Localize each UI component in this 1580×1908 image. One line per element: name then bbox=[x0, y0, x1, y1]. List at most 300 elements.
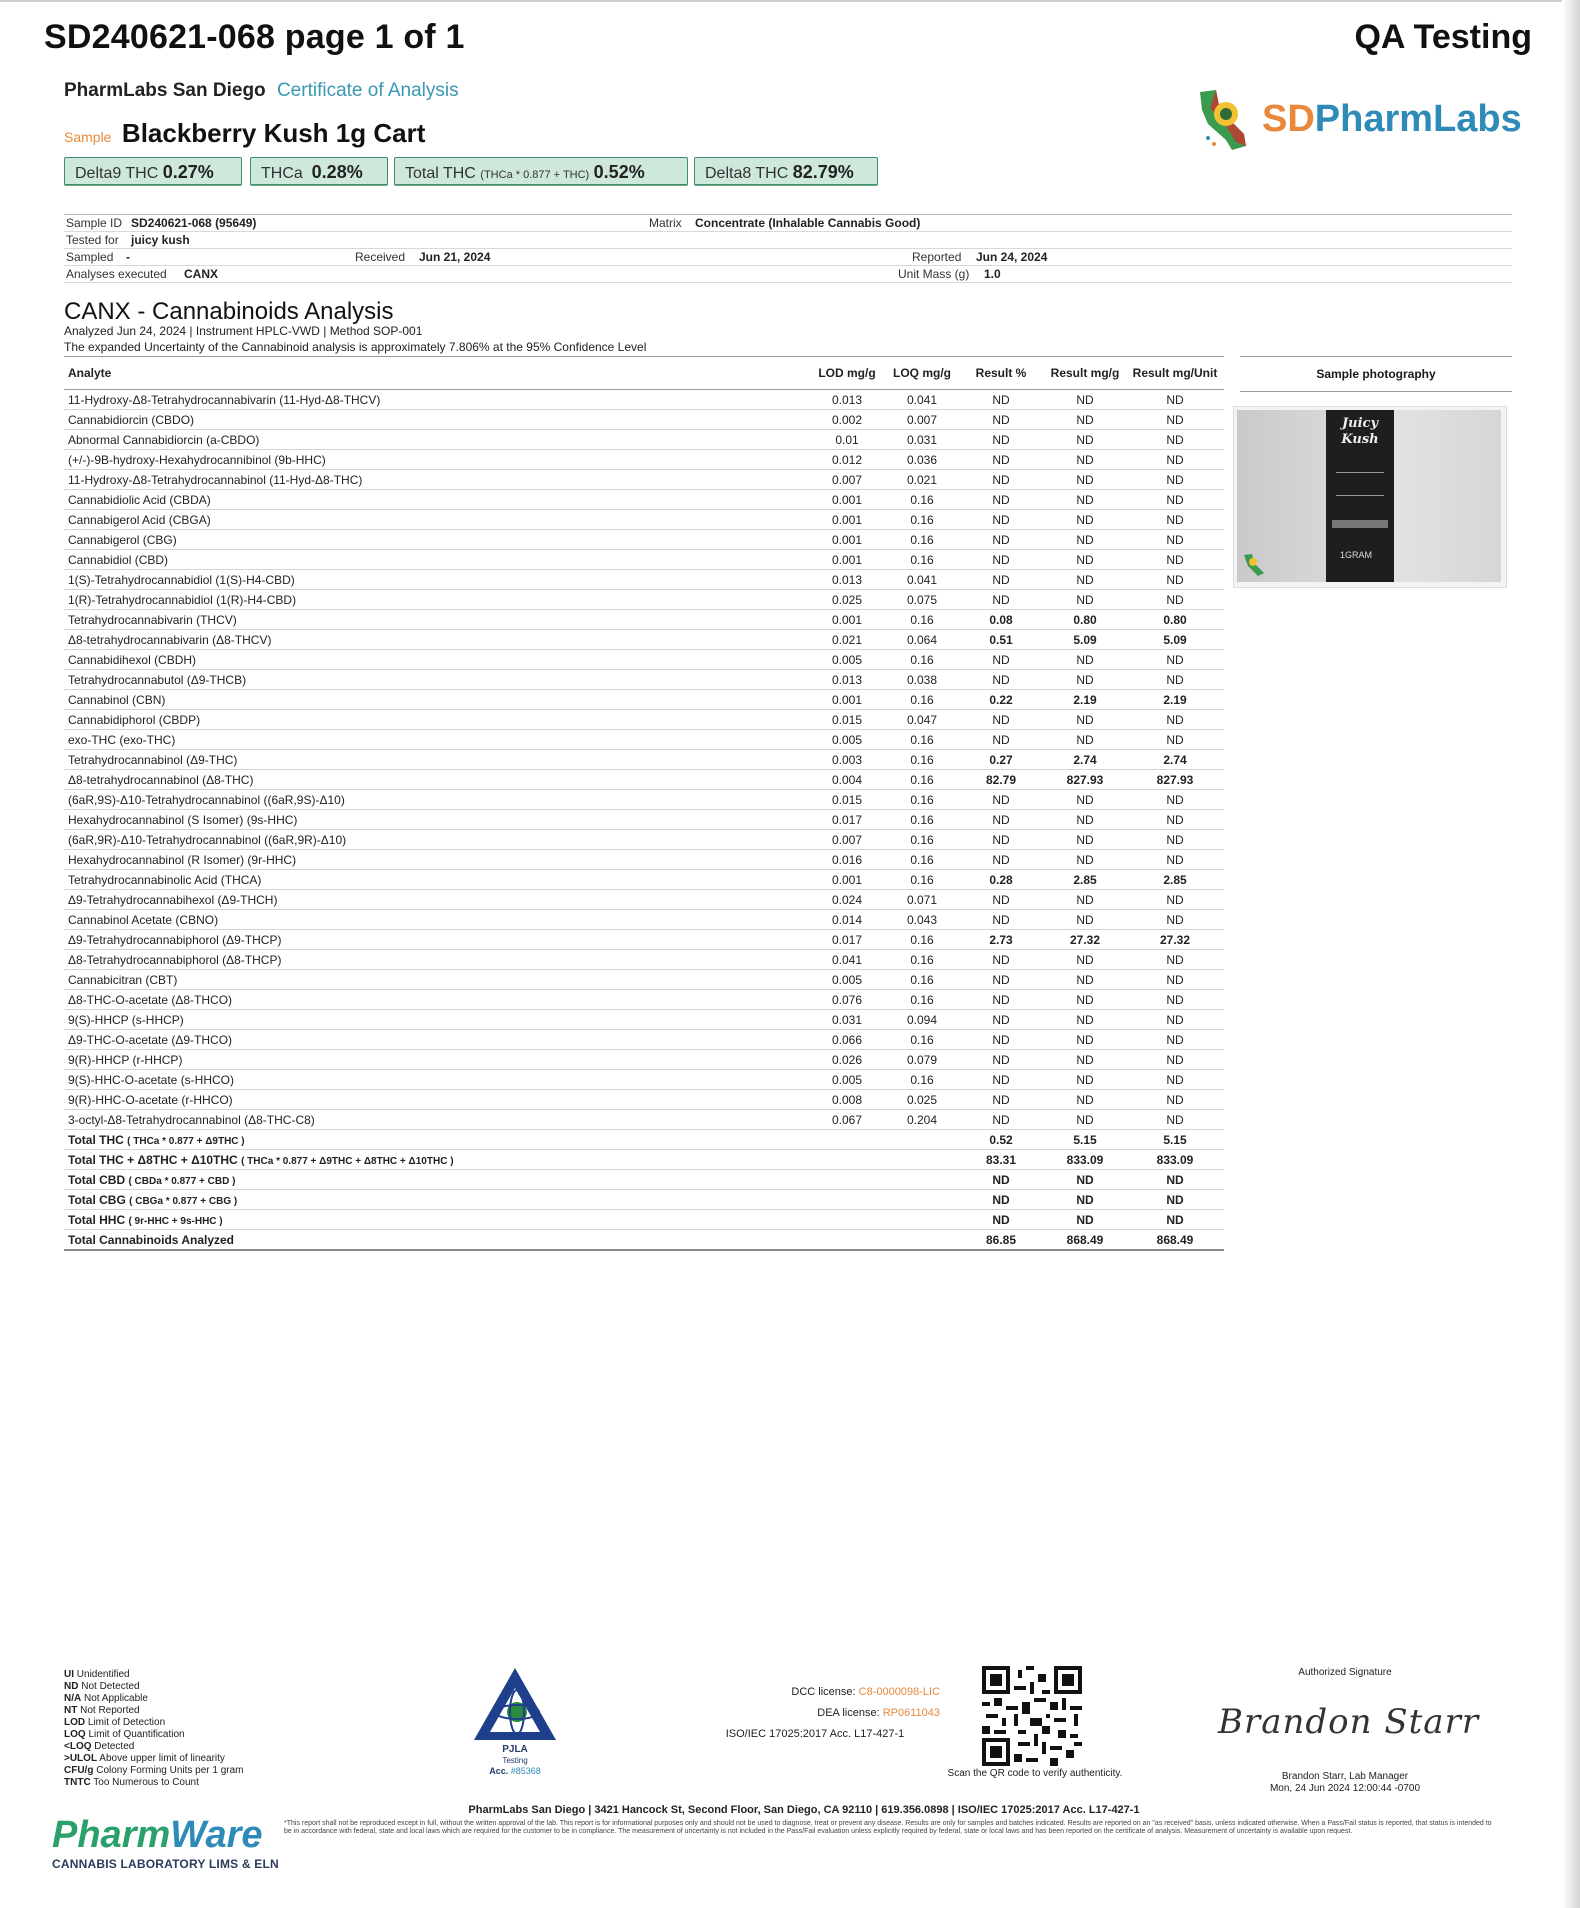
lod-cell: 0.025 bbox=[808, 590, 886, 610]
matrix-value: Concentrate (Inhalable Cannabis Good) bbox=[695, 216, 921, 230]
unit-mass-label: Unit Mass (g) bbox=[898, 267, 970, 281]
analyte-cell: Δ8-Tetrahydrocannabiphorol (Δ8-THCP) bbox=[64, 950, 808, 970]
dea-label: DEA license: bbox=[817, 1707, 880, 1719]
col-analyte: Analyte bbox=[64, 357, 808, 390]
dcc-label: DCC license: bbox=[791, 1686, 856, 1698]
result-mgunit-cell: 0.80 bbox=[1126, 610, 1224, 630]
total-label: Total CBG bbox=[68, 1192, 126, 1207]
sample-metadata bbox=[64, 214, 1512, 283]
analyte-cell: 11-Hydroxy-Δ8-Tetrahydrocannabinol (11-Hyd-Δ8-THC) bbox=[64, 470, 808, 490]
result-percent-cell: ND bbox=[958, 570, 1044, 590]
result-percent-cell: ND bbox=[958, 430, 1044, 450]
total-label-cell bbox=[64, 1230, 958, 1251]
lod-cell: 0.007 bbox=[808, 470, 886, 490]
legend-abbr: ND bbox=[64, 1681, 79, 1692]
analyses-value: CANX bbox=[184, 267, 219, 281]
legend-item bbox=[64, 1669, 244, 1681]
analyte-cell: Cannabidiolic Acid (CBDA) bbox=[64, 490, 808, 510]
total-label-cell bbox=[64, 1170, 958, 1190]
table-row bbox=[64, 670, 1224, 690]
result-percent-cell: ND bbox=[958, 1070, 1044, 1090]
result-mgunit-cell: 868.49 bbox=[1126, 1230, 1224, 1251]
result-percent-cell: 0.52 bbox=[958, 1130, 1044, 1150]
lod-cell: 0.012 bbox=[808, 450, 886, 470]
result-mgg-cell: 5.15 bbox=[1044, 1130, 1126, 1150]
total-label: Total CBD bbox=[68, 1172, 126, 1187]
result-mgunit-cell: 827.93 bbox=[1126, 770, 1224, 790]
result-mgg-cell: ND bbox=[1044, 1090, 1126, 1110]
analyte-cell: 1(R)-Tetrahydrocannabidiol (1(R)-H4-CBD) bbox=[64, 590, 808, 610]
total-label-cell bbox=[64, 1130, 958, 1150]
result-percent-cell: ND bbox=[958, 990, 1044, 1010]
result-mgunit-cell: ND bbox=[1126, 650, 1224, 670]
pjla-testing: Testing bbox=[502, 1756, 528, 1765]
table-header-row bbox=[64, 357, 1224, 390]
sample-id-value: SD240621-068 (95649) bbox=[131, 216, 257, 230]
result-mgunit-cell: ND bbox=[1126, 1090, 1224, 1110]
result-mgg-cell: ND bbox=[1044, 430, 1126, 450]
result-mgg-cell: ND bbox=[1044, 530, 1126, 550]
result-percent-cell: ND bbox=[958, 1030, 1044, 1050]
loq-cell: 0.204 bbox=[886, 1110, 958, 1130]
legend-item bbox=[64, 1693, 244, 1705]
result-percent-cell: ND bbox=[958, 910, 1044, 930]
result-mgunit-cell: 5.09 bbox=[1126, 630, 1224, 650]
result-mgunit-cell: ND bbox=[1126, 570, 1224, 590]
loq-cell: 0.025 bbox=[886, 1090, 958, 1110]
result-mgunit-cell: ND bbox=[1126, 850, 1224, 870]
lod-cell: 0.021 bbox=[808, 630, 886, 650]
result-mgg-cell: 868.49 bbox=[1044, 1230, 1126, 1251]
total-label-cell bbox=[64, 1190, 958, 1210]
loq-cell: 0.16 bbox=[886, 690, 958, 710]
iso-accreditation: ISO/IEC 17025:2017 Acc. L17-427-1 bbox=[725, 1728, 905, 1740]
result-percent-cell: ND bbox=[958, 470, 1044, 490]
result-mgunit-cell: 833.09 bbox=[1126, 1150, 1224, 1170]
lab-address: PharmLabs San Diego | 3421 Hancock St, Second Floor, San Diego, CA 92110 | 619.356.0898 | ISO/IEC 17025:2017 Acc. L17-427-1 bbox=[468, 1804, 1140, 1816]
loq-cell: 0.021 bbox=[886, 470, 958, 490]
loq-cell: 0.036 bbox=[886, 450, 958, 470]
result-mgunit-cell: ND bbox=[1126, 390, 1224, 410]
legend-item bbox=[64, 1753, 244, 1765]
lab-heading bbox=[64, 80, 459, 102]
qa-testing-title: QA Testing bbox=[1354, 18, 1532, 56]
loq-cell: 0.16 bbox=[886, 810, 958, 830]
signer-name: Brandon Starr, Lab Manager bbox=[1281, 1771, 1409, 1782]
pill-value: 0.28% bbox=[311, 162, 363, 182]
result-mgunit-cell: ND bbox=[1126, 910, 1224, 930]
reported-label: Reported bbox=[912, 250, 962, 264]
col-result-percent: Result % bbox=[958, 357, 1044, 390]
col-result-mgg: Result mg/g bbox=[1044, 357, 1126, 390]
analyte-cell: exo-THC (exo-THC) bbox=[64, 730, 808, 750]
result-mgg-cell: ND bbox=[1044, 390, 1126, 410]
total-row bbox=[64, 1210, 1224, 1230]
lod-cell: 0.007 bbox=[808, 830, 886, 850]
analyte-cell: Cannabinol Acetate (CBNO) bbox=[64, 910, 808, 930]
pharmware-tagline: CANNABIS LABORATORY LIMS & ELN bbox=[52, 1857, 279, 1871]
result-percent-cell: ND bbox=[958, 670, 1044, 690]
legend-meaning: Detected bbox=[94, 1741, 135, 1752]
loq-cell: 0.16 bbox=[886, 610, 958, 630]
lod-cell: 0.066 bbox=[808, 1030, 886, 1050]
result-mgunit-cell: ND bbox=[1126, 790, 1224, 810]
loq-cell: 0.043 bbox=[886, 910, 958, 930]
legend-meaning: Colony Forming Units per 1 gram bbox=[96, 1765, 244, 1776]
legend-abbr: NT bbox=[64, 1705, 78, 1716]
total-label: Total HHC bbox=[68, 1212, 126, 1227]
page-top-border bbox=[0, 0, 1580, 2]
result-mgg-cell: ND bbox=[1044, 670, 1126, 690]
result-mgg-cell: 827.93 bbox=[1044, 770, 1126, 790]
analyte-cell: Abnormal Cannabidiorcin (a-CBDO) bbox=[64, 430, 808, 450]
total-label: Total THC bbox=[68, 1132, 124, 1147]
result-mgunit-cell: ND bbox=[1126, 1070, 1224, 1090]
result-percent-cell: 2.73 bbox=[958, 930, 1044, 950]
lod-cell: 0.005 bbox=[808, 1070, 886, 1090]
lod-cell: 0.001 bbox=[808, 510, 886, 530]
lod-cell: 0.002 bbox=[808, 410, 886, 430]
result-percent-cell: ND bbox=[958, 970, 1044, 990]
signed-date: Mon, 24 Jun 2024 12:00:44 -0700 bbox=[1269, 1783, 1421, 1794]
result-percent-cell: ND bbox=[958, 790, 1044, 810]
analyte-cell: Δ9-Tetrahydrocannabiphorol (Δ9-THCP) bbox=[64, 930, 808, 950]
total-formula: ( CBDa * 0.877 + CBD ) bbox=[128, 1175, 236, 1187]
legend-item bbox=[64, 1717, 244, 1729]
table-row bbox=[64, 590, 1224, 610]
result-mgunit-cell: 27.32 bbox=[1126, 930, 1224, 950]
pill-label: Total THC bbox=[405, 165, 476, 182]
result-mgunit-cell: ND bbox=[1126, 430, 1224, 450]
result-percent-cell: ND bbox=[958, 1210, 1044, 1230]
unit-mass-value: 1.0 bbox=[984, 267, 1001, 281]
loq-cell: 0.16 bbox=[886, 730, 958, 750]
loq-cell: 0.047 bbox=[886, 710, 958, 730]
table-row bbox=[64, 710, 1224, 730]
pill-thca bbox=[250, 157, 388, 185]
legend-item bbox=[64, 1681, 244, 1693]
result-mgg-cell: ND bbox=[1044, 510, 1126, 530]
lod-cell: 0.004 bbox=[808, 770, 886, 790]
matrix-label: Matrix bbox=[649, 216, 682, 230]
sample-tag: Sample bbox=[64, 129, 112, 145]
pill-delta9-thc bbox=[64, 157, 242, 185]
loq-cell: 0.16 bbox=[886, 770, 958, 790]
result-percent-cell: ND bbox=[958, 1050, 1044, 1070]
loq-cell: 0.16 bbox=[886, 750, 958, 770]
page-right-edge bbox=[1562, 0, 1580, 1908]
result-percent-cell: 86.85 bbox=[958, 1230, 1044, 1251]
pill-total-thc bbox=[394, 157, 688, 185]
result-mgg-cell: ND bbox=[1044, 1170, 1126, 1190]
analyte-cell: 9(R)-HHC-O-acetate (r-HHCO) bbox=[64, 1090, 808, 1110]
result-mgg-cell: ND bbox=[1044, 1190, 1126, 1210]
sdpharmlabs-logo bbox=[1186, 80, 1522, 160]
tested-for-label: Tested for bbox=[66, 233, 119, 247]
table-row bbox=[64, 910, 1224, 930]
table-body bbox=[64, 390, 1224, 1251]
lod-cell: 0.001 bbox=[808, 610, 886, 630]
lod-cell: 0.017 bbox=[808, 810, 886, 830]
table-row bbox=[64, 570, 1224, 590]
analyses-label: Analyses executed bbox=[66, 267, 167, 281]
analyte-cell: 11-Hydroxy-Δ8-Tetrahydrocannabivarin (11-Hyd-Δ8-THCV) bbox=[64, 390, 808, 410]
table-row bbox=[64, 830, 1224, 850]
lod-cell: 0.015 bbox=[808, 790, 886, 810]
sample-id-label: Sample ID bbox=[66, 216, 123, 230]
result-mgg-cell: ND bbox=[1044, 810, 1126, 830]
table-row bbox=[64, 1010, 1224, 1030]
pill-label: Delta9 THC bbox=[75, 165, 159, 182]
analyte-cell: (+/-)-9B-hydroxy-Hexahydrocannibinol (9b-HHC) bbox=[64, 450, 808, 470]
result-mgunit-cell: ND bbox=[1126, 970, 1224, 990]
table-row bbox=[64, 610, 1224, 630]
lab-name: PharmLabs San Diego bbox=[64, 80, 266, 101]
result-mgunit-cell: ND bbox=[1126, 710, 1224, 730]
total-row bbox=[64, 1190, 1224, 1210]
analyte-cell: Tetrahydrocannabutol (Δ9-THCB) bbox=[64, 670, 808, 690]
col-lod: LOD mg/g bbox=[808, 357, 886, 390]
lod-cell: 0.001 bbox=[808, 550, 886, 570]
analyte-cell: 3-octyl-Δ8-Tetrahydrocannabinol (Δ8-THC-C8) bbox=[64, 1110, 808, 1130]
loq-cell: 0.041 bbox=[886, 390, 958, 410]
result-mgg-cell: ND bbox=[1044, 470, 1126, 490]
loq-cell: 0.094 bbox=[886, 1010, 958, 1030]
authorized-signature-label: Authorized Signature bbox=[1298, 1667, 1392, 1678]
result-percent-cell: 0.08 bbox=[958, 610, 1044, 630]
result-mgunit-cell: ND bbox=[1126, 450, 1224, 470]
table-row bbox=[64, 530, 1224, 550]
analyte-cell: (6aR,9S)-Δ10-Tetrahydrocannabinol ((6aR,9S)-Δ10) bbox=[64, 790, 808, 810]
loq-cell: 0.007 bbox=[886, 410, 958, 430]
result-percent-cell: ND bbox=[958, 730, 1044, 750]
package-brand-text: Juicy Kush bbox=[1341, 416, 1379, 447]
table-row bbox=[64, 630, 1224, 650]
pill-value: 0.52% bbox=[593, 162, 645, 182]
table-row bbox=[64, 390, 1224, 410]
legend-abbr: CFU/g bbox=[64, 1765, 94, 1776]
result-percent-cell: 0.51 bbox=[958, 630, 1044, 650]
result-mgunit-cell: ND bbox=[1126, 530, 1224, 550]
analysis-instrument-line: Analyzed Jun 24, 2024 | Instrument HPLC-VWD | Method SOP-001 bbox=[64, 324, 423, 338]
result-percent-cell: ND bbox=[958, 1170, 1044, 1190]
pjla-accreditation bbox=[470, 1664, 560, 1774]
result-percent-cell: ND bbox=[958, 490, 1044, 510]
analyte-cell: Cannabidiorcin (CBDO) bbox=[64, 410, 808, 430]
loq-cell: 0.16 bbox=[886, 550, 958, 570]
qr-caption: Scan the QR code to verify authenticity. bbox=[947, 1768, 1123, 1779]
result-mgg-cell: ND bbox=[1044, 1110, 1126, 1130]
lod-cell: 0.008 bbox=[808, 1090, 886, 1110]
loq-cell: 0.041 bbox=[886, 570, 958, 590]
result-mgunit-cell: ND bbox=[1126, 890, 1224, 910]
loq-cell: 0.071 bbox=[886, 890, 958, 910]
analyte-cell: 9(S)-HHC-O-acetate (s-HHCO) bbox=[64, 1070, 808, 1090]
lod-cell: 0.041 bbox=[808, 950, 886, 970]
legend-abbr: >ULOL bbox=[64, 1753, 98, 1764]
analysis-title: CANX - Cannabinoids Analysis bbox=[64, 298, 394, 325]
tested-for-value: juicy kush bbox=[131, 233, 190, 247]
result-mgg-cell: ND bbox=[1044, 1070, 1126, 1090]
loq-cell: 0.031 bbox=[886, 430, 958, 450]
total-formula: ( CBGa * 0.877 + CBG ) bbox=[129, 1195, 238, 1207]
loq-cell: 0.038 bbox=[886, 670, 958, 690]
table-row bbox=[64, 790, 1224, 810]
result-mgg-cell: ND bbox=[1044, 970, 1126, 990]
result-percent-cell: 83.31 bbox=[958, 1150, 1044, 1170]
legend-abbr: UI bbox=[64, 1669, 74, 1680]
result-mgunit-cell: ND bbox=[1126, 670, 1224, 690]
legend-abbr: <LOQ bbox=[64, 1741, 92, 1752]
result-percent-cell: ND bbox=[958, 810, 1044, 830]
loq-cell: 0.075 bbox=[886, 590, 958, 610]
lod-cell: 0.001 bbox=[808, 490, 886, 510]
legend-meaning: Limit of Detection bbox=[87, 1717, 166, 1728]
legend-meaning: Not Applicable bbox=[84, 1693, 148, 1704]
pjla-acc-number: #85368 bbox=[510, 1766, 541, 1776]
col-loq: LOQ mg/g bbox=[886, 357, 958, 390]
dea-license bbox=[690, 1703, 940, 1724]
lod-cell: 0.003 bbox=[808, 750, 886, 770]
result-mgunit-cell: ND bbox=[1126, 950, 1224, 970]
table-row bbox=[64, 890, 1224, 910]
pharmware-ware: Ware bbox=[170, 1814, 263, 1856]
analyte-cell: Δ8-tetrahydrocannabivarin (Δ8-THCV) bbox=[64, 630, 808, 650]
legend-meaning: Above upper limit of linearity bbox=[99, 1753, 225, 1764]
result-mgg-cell: 833.09 bbox=[1044, 1150, 1126, 1170]
received-label: Received bbox=[355, 250, 406, 264]
table-row bbox=[64, 470, 1224, 490]
result-percent-cell: ND bbox=[958, 950, 1044, 970]
table-row bbox=[64, 430, 1224, 450]
pharmware-wordmark bbox=[52, 1814, 279, 1857]
pharmware-pharm: Pharm bbox=[52, 1814, 171, 1856]
result-mgunit-cell: ND bbox=[1126, 470, 1224, 490]
lod-cell: 0.013 bbox=[808, 670, 886, 690]
meta-row bbox=[64, 232, 1512, 249]
reported-value: Jun 24, 2024 bbox=[976, 250, 1048, 264]
pharmware-logo bbox=[52, 1814, 279, 1871]
result-mgunit-cell: ND bbox=[1126, 810, 1224, 830]
result-percent-cell: ND bbox=[958, 1010, 1044, 1030]
total-row bbox=[64, 1170, 1224, 1190]
certificate-link: Certificate of Analysis bbox=[276, 80, 459, 101]
table-row bbox=[64, 930, 1224, 950]
analyte-cell: Tetrahydrocannabinolic Acid (THCA) bbox=[64, 870, 808, 890]
result-percent-cell: ND bbox=[958, 550, 1044, 570]
meta-row bbox=[64, 214, 1512, 232]
lod-cell: 0.016 bbox=[808, 850, 886, 870]
result-mgg-cell: ND bbox=[1044, 1210, 1126, 1230]
result-mgunit-cell: 2.74 bbox=[1126, 750, 1224, 770]
license-block bbox=[690, 1682, 940, 1745]
lod-cell: 0.001 bbox=[808, 530, 886, 550]
loq-cell: 0.16 bbox=[886, 1030, 958, 1050]
loq-cell: 0.16 bbox=[886, 650, 958, 670]
analyte-cell: Cannabidiphorol (CBDP) bbox=[64, 710, 808, 730]
dcc-number: C8-0000098-LIC bbox=[858, 1686, 940, 1698]
table-row bbox=[64, 1070, 1224, 1090]
analyte-cell: 9(S)-HHCP (s-HHCP) bbox=[64, 1010, 808, 1030]
result-mgg-cell: ND bbox=[1044, 890, 1126, 910]
result-percent-cell: ND bbox=[958, 1090, 1044, 1110]
handwritten-signature: Brandon Starr bbox=[1218, 1702, 1480, 1742]
logo-pharmlabs: PharmLabs bbox=[1314, 98, 1522, 140]
legend-meaning: Not Detected bbox=[81, 1681, 140, 1692]
package-gram-text: 1GRAM bbox=[1340, 550, 1373, 560]
lod-cell: 0.026 bbox=[808, 1050, 886, 1070]
result-mgunit-cell: ND bbox=[1126, 990, 1224, 1010]
result-mgg-cell: ND bbox=[1044, 590, 1126, 610]
table-row bbox=[64, 810, 1224, 830]
california-logo-icon bbox=[1186, 80, 1266, 160]
col-result-mgunit: Result mg/Unit bbox=[1126, 357, 1224, 390]
logo-sd: SD bbox=[1262, 98, 1315, 140]
result-mgunit-cell: 5.15 bbox=[1126, 1130, 1224, 1150]
lod-cell: 0.017 bbox=[808, 930, 886, 950]
result-mgunit-cell: ND bbox=[1126, 550, 1224, 570]
result-mgunit-cell: ND bbox=[1126, 1110, 1224, 1130]
result-percent-cell: ND bbox=[958, 1190, 1044, 1210]
verification-qr-code-icon[interactable] bbox=[982, 1666, 1082, 1766]
pill-label: THCa bbox=[261, 165, 303, 182]
analyte-cell: 9(R)-HHCP (r-HHCP) bbox=[64, 1050, 808, 1070]
analyte-cell: Hexahydrocannabinol (R Isomer) (9r-HHC) bbox=[64, 850, 808, 870]
result-percent-cell: 0.22 bbox=[958, 690, 1044, 710]
report-disclaimer: *This report shall not be reproduced except in full, without the written approval of the lab. This report is for informational purposes only and should not be used to diagnose, treat or prevent any disease. Results are only for samples and batches indicated. Results are reported on an "as received" basis, unless indicated otherwise. When a Pass/Fail status is reported, that status is intended to be in accordance with federal, state and local laws which are required for the customer to be in compliance. The measurement of uncertainty is not included in the Pass/Fail evaluation unless explicitly required by federal, state or local laws and has been reported on the certificate of analysis. Measurement of uncertainty is available upon request. bbox=[284, 1820, 1492, 1835]
analyte-cell: Tetrahydrocannabinol (Δ9-THC) bbox=[64, 750, 808, 770]
loq-cell: 0.16 bbox=[886, 530, 958, 550]
total-label: Total Cannabinoids Analyzed bbox=[68, 1232, 235, 1247]
legend-meaning: Limit of Quantification bbox=[88, 1729, 185, 1740]
table-row bbox=[64, 510, 1224, 530]
result-mgg-cell: 0.80 bbox=[1044, 610, 1126, 630]
lod-cell: 0.005 bbox=[808, 970, 886, 990]
result-mgg-cell: ND bbox=[1044, 650, 1126, 670]
result-percent-cell: 82.79 bbox=[958, 770, 1044, 790]
abbreviation-legend bbox=[64, 1669, 244, 1789]
loq-cell: 0.16 bbox=[886, 850, 958, 870]
cart-package-image bbox=[1326, 410, 1394, 582]
result-mgunit-cell: 2.85 bbox=[1126, 870, 1224, 890]
result-mgg-cell: ND bbox=[1044, 950, 1126, 970]
lod-cell: 0.013 bbox=[808, 570, 886, 590]
result-mgg-cell: ND bbox=[1044, 790, 1126, 810]
loq-cell: 0.16 bbox=[886, 970, 958, 990]
result-mgunit-cell: ND bbox=[1126, 1030, 1224, 1050]
pill-label: Delta8 THC bbox=[705, 165, 789, 182]
pjla-name: PJLA bbox=[502, 1744, 528, 1755]
pill-note: (THCa * 0.877 + THC) bbox=[480, 169, 590, 181]
result-percent-cell: ND bbox=[958, 850, 1044, 870]
result-mgunit-cell: ND bbox=[1126, 590, 1224, 610]
meta-row bbox=[64, 266, 1512, 283]
dea-number: RP0611043 bbox=[882, 1707, 940, 1719]
result-mgunit-cell: ND bbox=[1126, 510, 1224, 530]
table-row bbox=[64, 970, 1224, 990]
received-value: Jun 21, 2024 bbox=[419, 250, 491, 264]
total-row bbox=[64, 1230, 1224, 1251]
result-mgunit-cell: ND bbox=[1126, 1170, 1224, 1190]
result-mgg-cell: ND bbox=[1044, 990, 1126, 1010]
sampled-label: Sampled bbox=[66, 250, 114, 264]
lod-cell: 0.031 bbox=[808, 1010, 886, 1030]
legend-meaning: Too Numerous to Count bbox=[93, 1777, 199, 1788]
result-percent-cell: ND bbox=[958, 890, 1044, 910]
result-percent-cell: ND bbox=[958, 590, 1044, 610]
table-row bbox=[64, 850, 1224, 870]
lod-cell: 0.005 bbox=[808, 650, 886, 670]
